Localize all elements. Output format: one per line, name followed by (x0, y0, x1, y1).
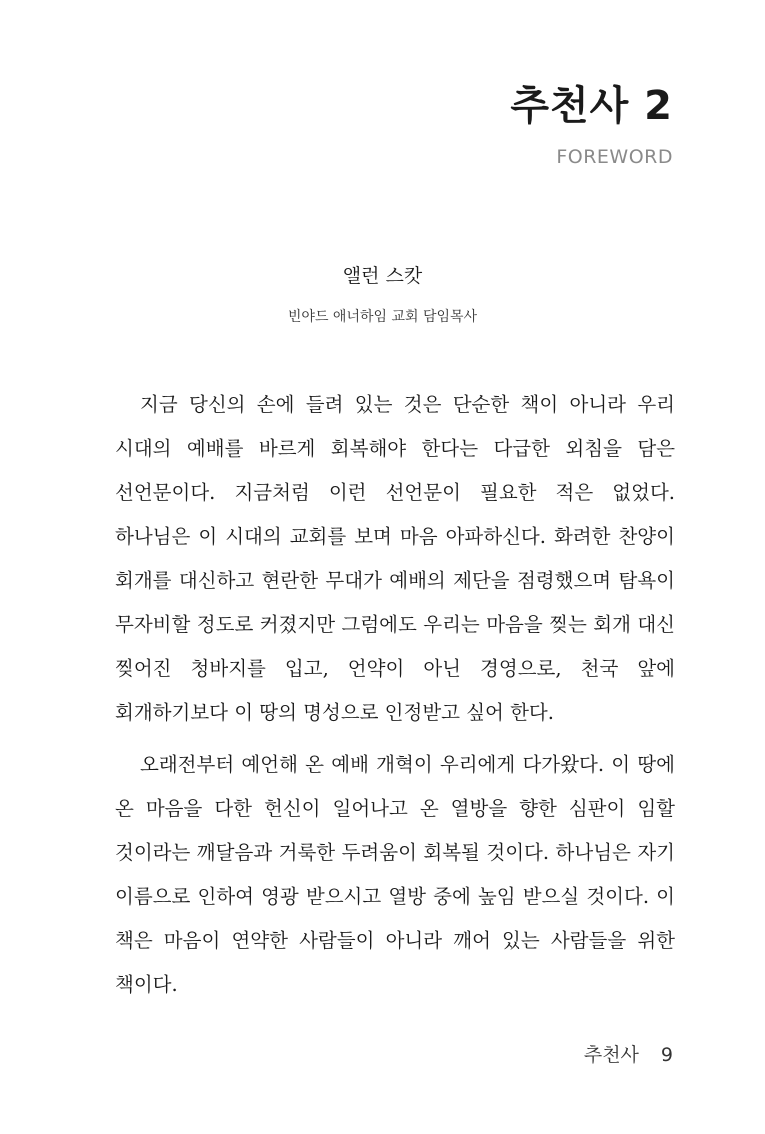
page-title: 추천사 2 (510, 83, 673, 129)
paragraph: 지금 당신의 손에 들려 있는 것은 단순한 책이 아니라 우리 시대의 예배를 바르게 회복해야 한다는 다급한 외침을 담은 선언문이다. 지금처럼 이런 선언문이 필요한 적은 없었다. 하나님은 이 시대의 교회를 보며 마음 아파하신다. 화려한 찬양이 회개를 대신하고 현란한 무대가 예배의 제단을 점령했으며 탐욕이 무자비할 정도로 커졌지만 그럼에도 우리는 마음을 찢는 회개 대신 찢어진 청바지를 입고, 언약이 아닌 경영으로, 천국 앞에 회개하기보다 이 땅의 명성으로 인정받고 싶어 한다. (115, 393, 675, 724)
author-block (0, 262, 765, 328)
page-footer (584, 1041, 673, 1069)
footer-section-label: 추천사 (583, 1044, 639, 1066)
body-text (115, 383, 675, 1015)
paragraph: 오래전부터 예언해 온 예배 개혁이 우리에게 다가왔다. 이 땅에 온 마음을 다한 헌신이 일어나고 온 열방을 향한 심판이 임할 것이라는 깨달음과 거룩한 두려움이 회복될 것이다. 하나님은 자기 이름으로 인하여 영광 받으시고 열방 중에 높임 받으실 것이다. 이 책은 마음이 연약한 사람들이 아니라 깨어 있는 사람들을 위한 책이다. (115, 753, 675, 996)
author-name: 앨런 스캇 (342, 265, 423, 287)
author-role: 빈야드 애너하임 교회 담임목사 (287, 309, 478, 325)
page-number: 9 (660, 1044, 673, 1066)
page-subtitle: FOREWORD (556, 146, 673, 168)
